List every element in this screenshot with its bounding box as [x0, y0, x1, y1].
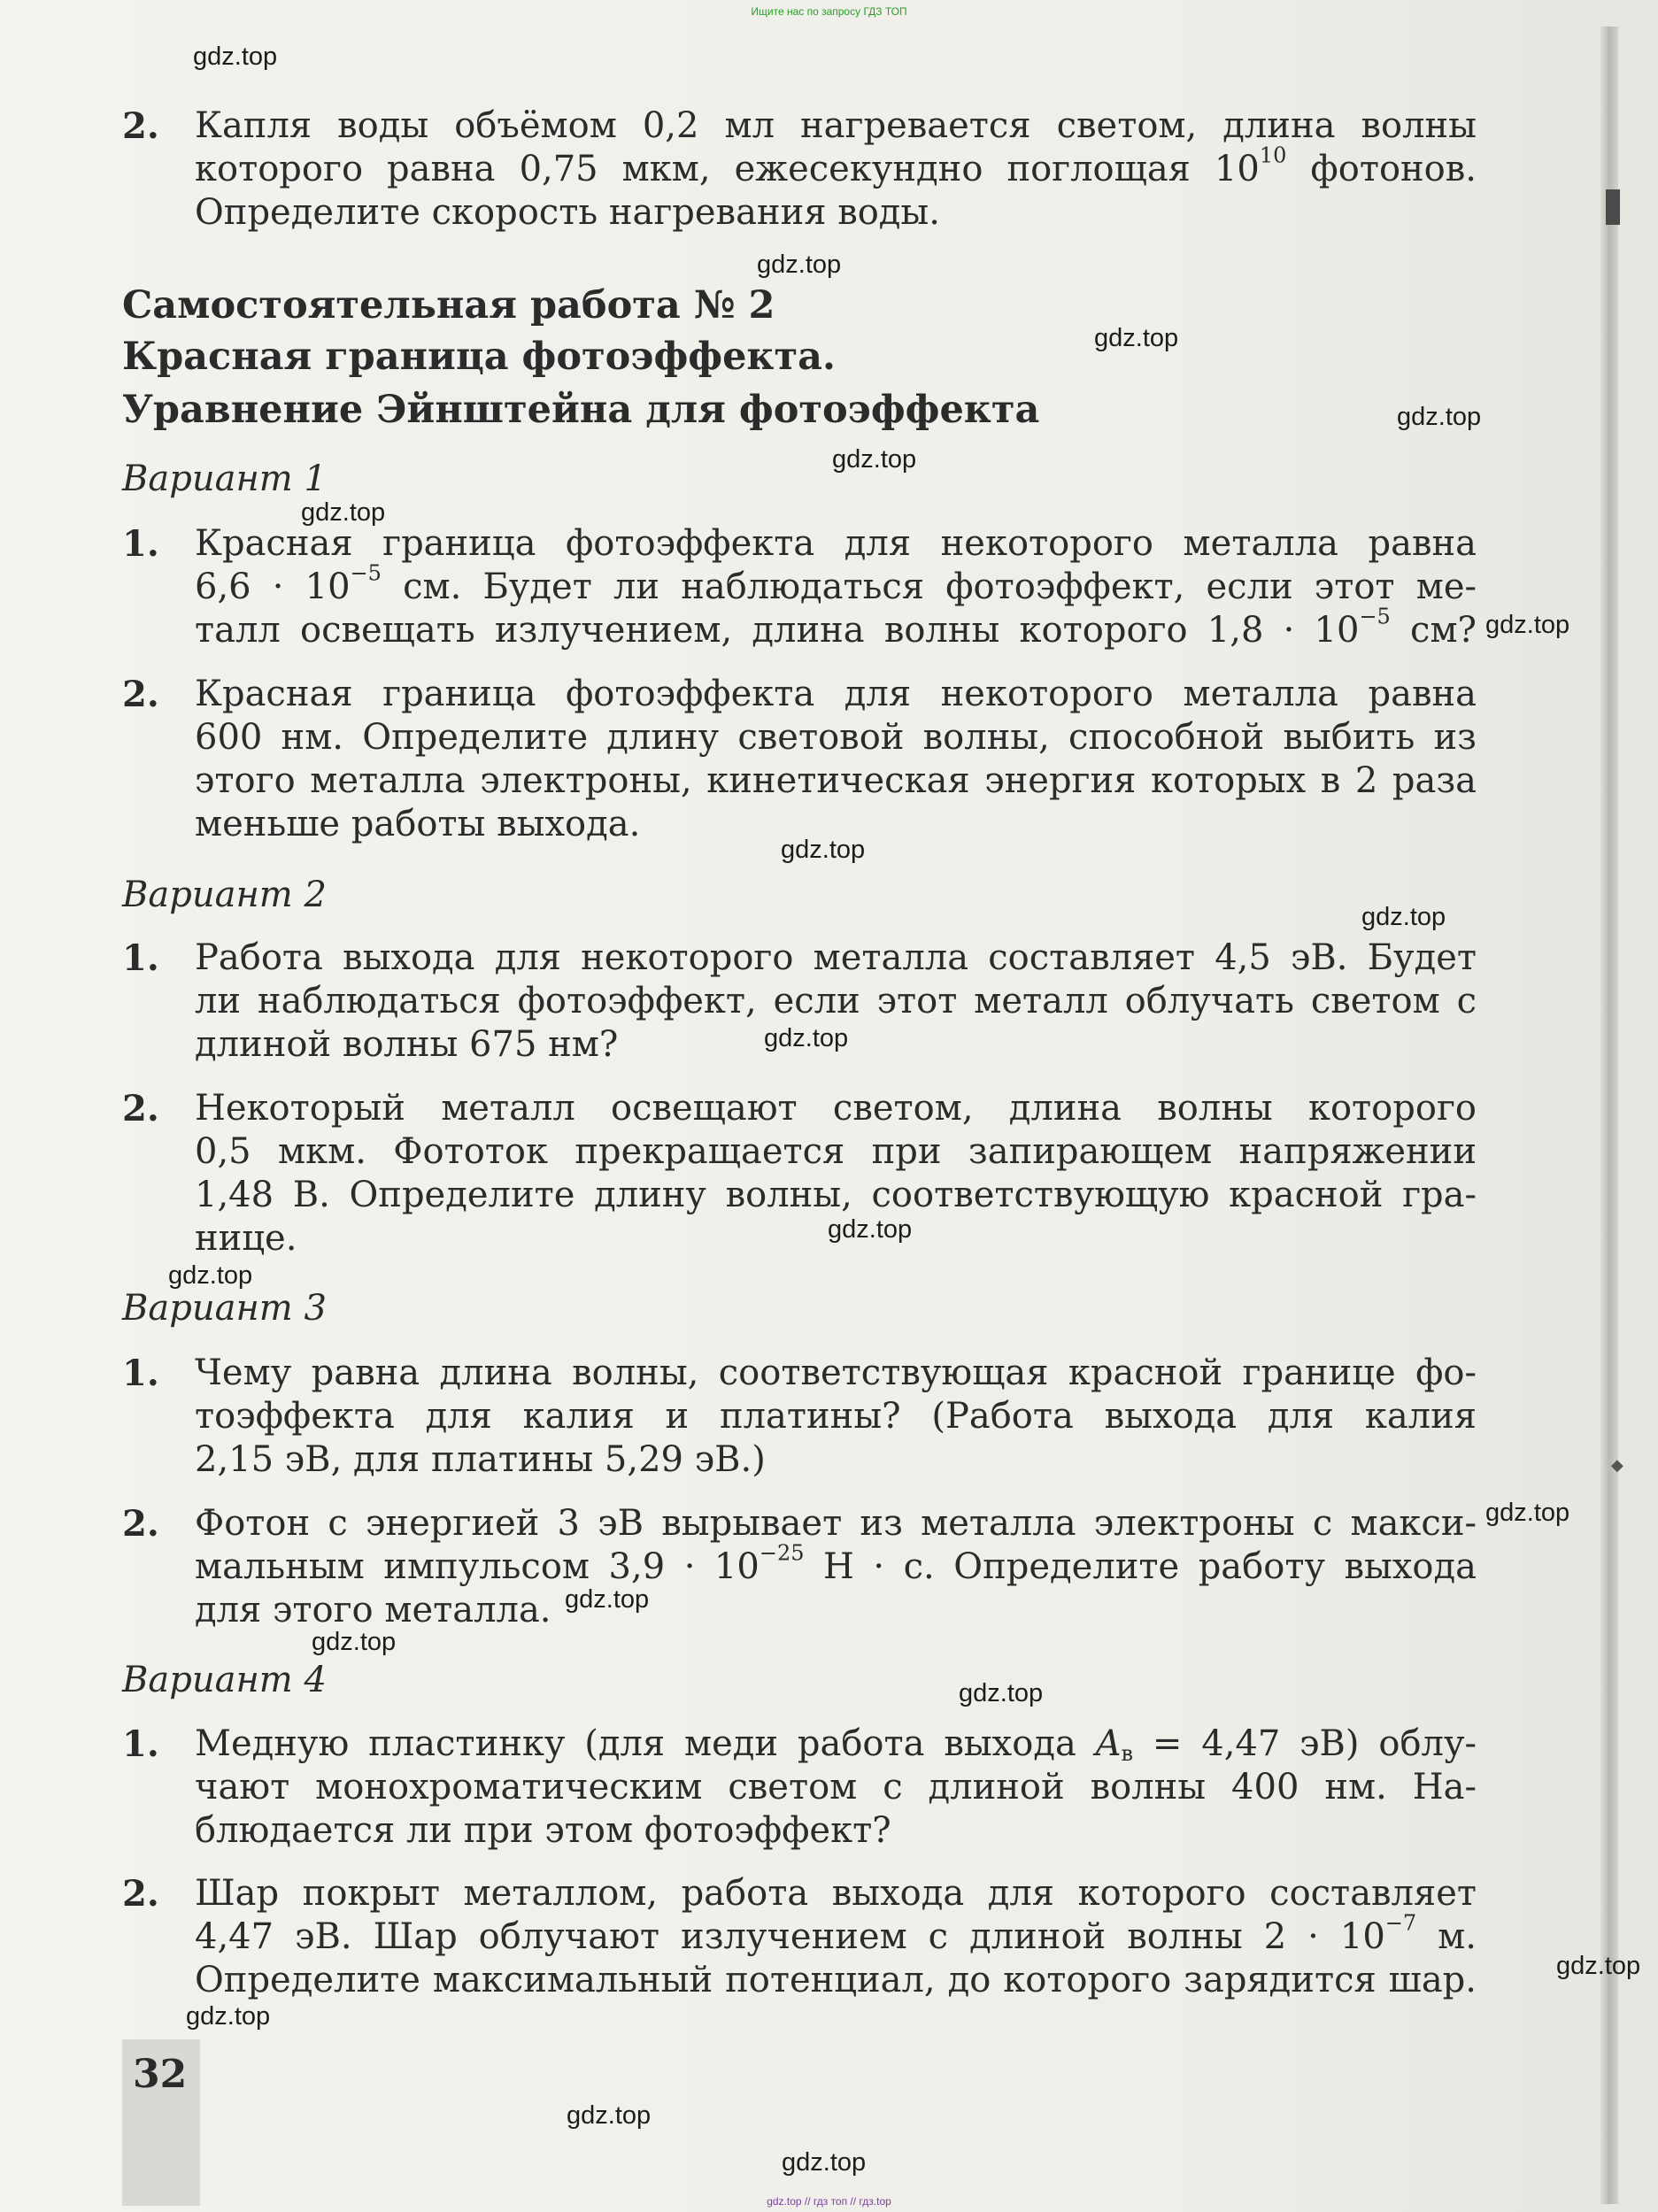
- problem-number: 2.: [122, 1873, 159, 1915]
- problem-number: 2.: [122, 1503, 159, 1545]
- problem-number: 1.: [122, 937, 159, 979]
- exponent: −5: [1359, 604, 1391, 629]
- watermark: gdz.top: [1485, 611, 1570, 639]
- variant-label: Вариант 2: [122, 875, 327, 915]
- problem-line: блюдается ли при этом фотоэффект?: [195, 1810, 891, 1851]
- exponent: −5: [350, 560, 382, 586]
- problem: [122, 936, 1477, 1067]
- problem-line: чают монохроматическим светом с длиной волны 400 нм. На-: [195, 1767, 1477, 1807]
- intro-problem: [122, 104, 1477, 235]
- watermark: gdz.top: [1397, 403, 1482, 431]
- problem-line: $6,6 \cdot 10^{-5}$ см. Будет ли наблюдаться фотоэффект, если этот ме-: [195, 560, 1477, 607]
- problem-line: 600 нм. Определите длину световой волны, способной выбить из: [195, 717, 1477, 758]
- exponent: −25: [759, 1540, 805, 1566]
- variable: A: [1095, 1723, 1122, 1764]
- problem-line: Чему равна длина волны, соответствующая красной границе фо-: [195, 1353, 1477, 1393]
- spine-tab: [1606, 189, 1620, 225]
- problem-line: тоэффекта для калия и платины? (Работа выхода для калия: [195, 1396, 1477, 1437]
- problem-number: 1.: [122, 523, 159, 565]
- problem: [122, 1872, 1477, 2002]
- problem-line: которого равна 0,75 мкм, ежесекундно поглощая $10^{10}$ фотонов.: [195, 143, 1477, 189]
- top-banner[interactable]: Ищите нас по запросу ГДЗ ТОП: [751, 5, 907, 18]
- exponent: −7: [1384, 1910, 1417, 1936]
- problem: [122, 1352, 1477, 1482]
- problem-line: этого металла электроны, кинетическая энергия которых в 2 раза: [195, 760, 1477, 801]
- problem-number: 2.: [122, 674, 159, 715]
- problem-number: 1.: [122, 1353, 159, 1394]
- watermark: gdz.top: [781, 836, 866, 864]
- problem-line: 2,15 эВ, для платины 5,29 эВ.): [195, 1439, 766, 1480]
- problem: [122, 1087, 1477, 1260]
- problem-number: 2.: [122, 105, 159, 147]
- problem-line: длиной волны 675 нм?: [195, 1024, 619, 1065]
- problem-number: 1.: [122, 1723, 159, 1765]
- problem-number: 2.: [122, 1088, 159, 1129]
- problem-line: Капля воды объёмом 0,2 мл нагревается светом, длина волны: [195, 105, 1477, 146]
- watermark: gdz.top: [1485, 1499, 1570, 1527]
- watermark: gdz.top: [168, 1261, 253, 1290]
- problem-line: для этого металла.: [195, 1590, 551, 1630]
- watermark: gdz.top: [764, 1024, 849, 1052]
- page-number: 32: [133, 2052, 188, 2097]
- variant-label: Вариант 4: [122, 1660, 327, 1700]
- problem-line: Медную пластинку (для меди работа выхода $A_в = 4,47$ эВ) облу-: [195, 1723, 1477, 1766]
- watermark: gdz.top: [782, 2148, 867, 2177]
- watermark: gdz.top: [959, 1679, 1044, 1707]
- problem-line: 0,5 мкм. Фототок прекращается при запирающем напряжении: [195, 1131, 1477, 1172]
- watermark: gdz.top: [565, 1585, 650, 1614]
- problem: [122, 1502, 1477, 1632]
- section-title: Самостоятельная работа № 2: [122, 283, 775, 328]
- watermark: gdz.top: [1361, 903, 1446, 931]
- watermark: gdz.top: [828, 1215, 913, 1244]
- problem-line: Красная граница фотоэффекта для некоторого металла равна: [195, 674, 1477, 714]
- problem-line: 4,47 эВ. Шар облучают излучением с длиной волны $2 \cdot 10^{-7}$ м.: [195, 1910, 1477, 1957]
- problem-line: ли наблюдаться фотоэффект, если этот металл облучать светом с: [195, 981, 1477, 1021]
- problem-line: Работа выхода для некоторого металла составляет 4,5 эВ. Будет: [195, 937, 1477, 978]
- variant-label: Вариант 3: [122, 1288, 327, 1329]
- problem: [122, 673, 1477, 846]
- book-spine: [1600, 27, 1618, 2204]
- bottom-banner[interactable]: gdz.top // гдз топ // гдз.top: [767, 2195, 891, 2208]
- watermark: gdz.top: [193, 42, 278, 71]
- problem-line: Красная граница фотоэффекта для некоторого металла равна: [195, 523, 1477, 564]
- section-subtitle: Красная граница фотоэффекта.: [122, 335, 836, 379]
- exponent: 10: [1259, 143, 1287, 168]
- watermark: gdz.top: [186, 2002, 271, 2031]
- problem: [122, 522, 1477, 652]
- watermark: gdz.top: [1094, 324, 1179, 352]
- watermark: gdz.top: [757, 250, 842, 279]
- watermark: gdz.top: [301, 498, 386, 527]
- problem: [122, 1723, 1477, 1853]
- problem-line: талл освещать излучением, длина волны которого $1,8 \cdot 10^{-5}$ см?: [195, 604, 1477, 651]
- subscript: в: [1121, 1741, 1134, 1766]
- watermark: gdz.top: [1556, 1952, 1641, 1980]
- watermark: gdz.top: [567, 2101, 652, 2130]
- watermark: gdz.top: [312, 1628, 397, 1656]
- problem-line: мальным импульсом $3,9 \cdot 10^{-25}$ Н · с. Определите работу выхода: [195, 1540, 1477, 1587]
- problem-line: меньше работы выхода.: [195, 804, 641, 844]
- problem-line: Некоторый металл освещают светом, длина волны которого: [195, 1088, 1477, 1129]
- problem-line: Шар покрыт металлом, работа выхода для которого составляет: [195, 1873, 1477, 1914]
- problem-line: 1,48 В. Определите длину волны, соответствующую красной гра-: [195, 1175, 1477, 1215]
- section-subtitle: Уравнение Эйнштейна для фотоэффекта: [122, 388, 1040, 432]
- watermark: gdz.top: [832, 445, 917, 474]
- problem-line: Определите максимальный потенциал, до которого зарядится шар.: [195, 1960, 1477, 2000]
- variant-label: Вариант 1: [122, 459, 327, 499]
- problem-line: Фотон с энергией 3 эВ вырывает из металла электроны с макси-: [195, 1503, 1477, 1544]
- problem-line: Определите скорость нагревания воды.: [195, 192, 940, 233]
- spine-arrow-icon: ◆: [1611, 1456, 1623, 1475]
- problem-line: нице.: [195, 1218, 297, 1259]
